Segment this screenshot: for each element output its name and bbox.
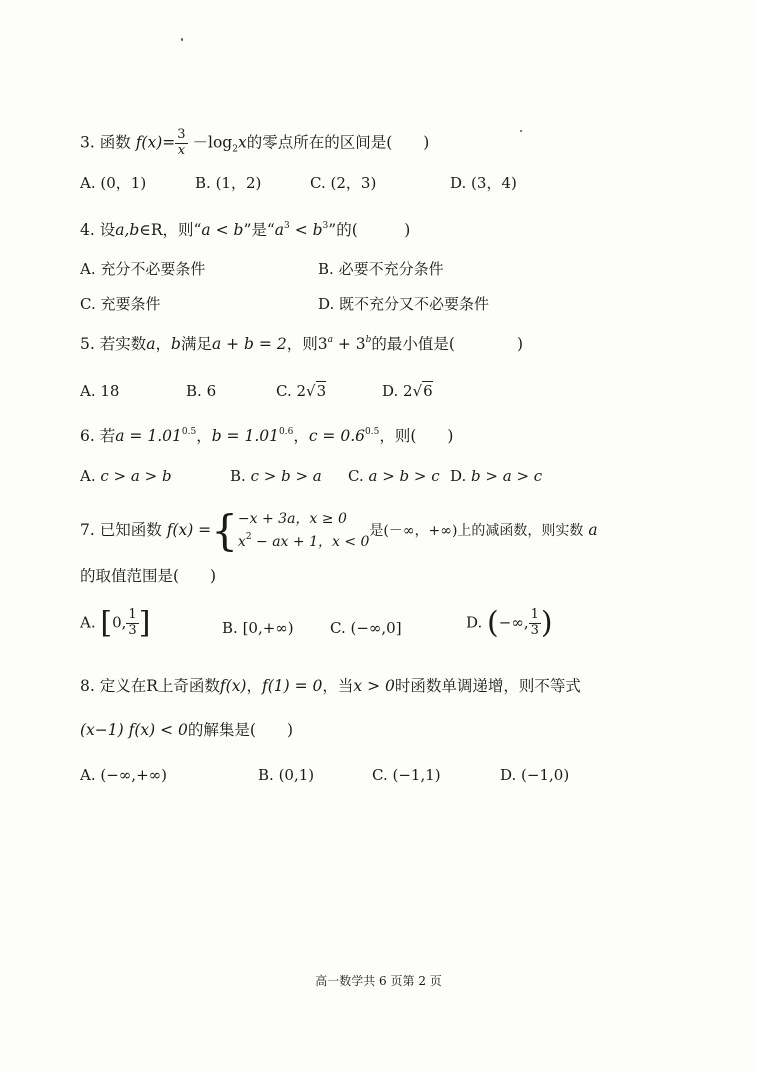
sqrt-sign: √ bbox=[306, 382, 316, 400]
piecewise-cases: −x + 3a，x ≥ 0 $x^2$ − ax + 1，x < 0 bbox=[237, 511, 370, 550]
question-number: 5. bbox=[80, 335, 95, 353]
option-d: D. 2√6 bbox=[382, 382, 433, 400]
option-c: C. (−∞,0] bbox=[330, 619, 402, 637]
question-8-line2: (x−1) f(x) < 0的解集是( ) bbox=[80, 721, 293, 739]
option-d: D. b > a > c bbox=[450, 467, 543, 485]
option-b: B. c > b > a bbox=[230, 467, 322, 485]
scan-speck bbox=[181, 38, 183, 41]
question-number: 8. bbox=[80, 677, 95, 695]
question-8: 8. 定义在R上奇函数f(x)，f(1) = 0，当x > 0时函数单调递增，则不等式 bbox=[80, 677, 581, 695]
option-c: C. 2√3 bbox=[276, 382, 327, 400]
question-7-line2: 的取值范围是( ) bbox=[80, 567, 217, 585]
option-c: C. (−1,1) bbox=[372, 766, 441, 784]
page-footer: 高一数学共 6 页第 2 页 bbox=[315, 974, 442, 988]
question-number: 7. bbox=[80, 521, 95, 540]
option-a: A. 18 bbox=[80, 382, 120, 400]
option-a: A. [0, $\frac{1}{3}$ ] bbox=[80, 605, 151, 641]
option-a: A. (−∞,+∞) bbox=[80, 766, 167, 784]
scan-speck bbox=[520, 130, 522, 132]
fraction: $\frac{3}{x}$ bbox=[177, 127, 186, 158]
option-c: C. 充要条件 bbox=[80, 295, 161, 313]
option-b: B. [0,+∞) bbox=[222, 619, 294, 637]
question-text: 的零点所在的区间是( ) bbox=[246, 133, 430, 152]
option-b: B. (0,1) bbox=[258, 766, 315, 784]
question-number: 4. bbox=[80, 221, 95, 239]
option-d: D. (−1,0) bbox=[500, 766, 570, 784]
option-b: B. (1，2) bbox=[195, 174, 262, 192]
option-d: D. (3，4) bbox=[450, 174, 517, 192]
option-a: A. (0，1) bbox=[80, 174, 147, 192]
math-log: －log bbox=[192, 133, 233, 152]
option-c: C. a > b > c bbox=[348, 467, 440, 485]
option-d: D. 既不充分又不必要条件 bbox=[318, 295, 490, 313]
question-3: 3. 函数 f(x)= $\frac{3}{x}$ $-\log_2x$的零点所在的区间是( ) bbox=[80, 127, 430, 158]
sqrt-sign: √ bbox=[412, 382, 423, 400]
option-a: A. c > a > b bbox=[80, 467, 172, 485]
option-c: C. (2，3) bbox=[310, 174, 377, 192]
question-number: 3. bbox=[80, 133, 95, 152]
brace: { bbox=[211, 506, 238, 555]
question-5: 5. 若实数a，b满足a + b = 2，则$3^a + 3^b$的最小值是( ) bbox=[80, 335, 524, 353]
option-a: A. 充分不必要条件 bbox=[80, 260, 206, 278]
question-number: 6. bbox=[80, 427, 95, 445]
question-text: 函数 bbox=[99, 133, 131, 152]
option-b: B. 6 bbox=[186, 382, 217, 400]
math-fx: f(x) bbox=[135, 133, 163, 152]
option-d: D. (−∞, $\frac{1}{3}$ ) bbox=[466, 605, 553, 641]
option-b: B. 必要不充分条件 bbox=[318, 260, 444, 278]
question-4: 4. 设a,b∈R，则“a < b”是“$a^3 < b^3$”的( ) bbox=[80, 221, 411, 239]
question-6: 6. 若$a = 1.01^{0.5}$，$b = 1.01^{0.6}$，$c = 0.6^{0.5}$，则( ) bbox=[80, 427, 454, 445]
question-7: 7. 已知函数 f(x) ={ −x + 3a，x ≥ 0 $x^2$ − ax + 1，x < 0 是(－∞，+∞)上的减函数，则实数 a bbox=[80, 506, 598, 555]
